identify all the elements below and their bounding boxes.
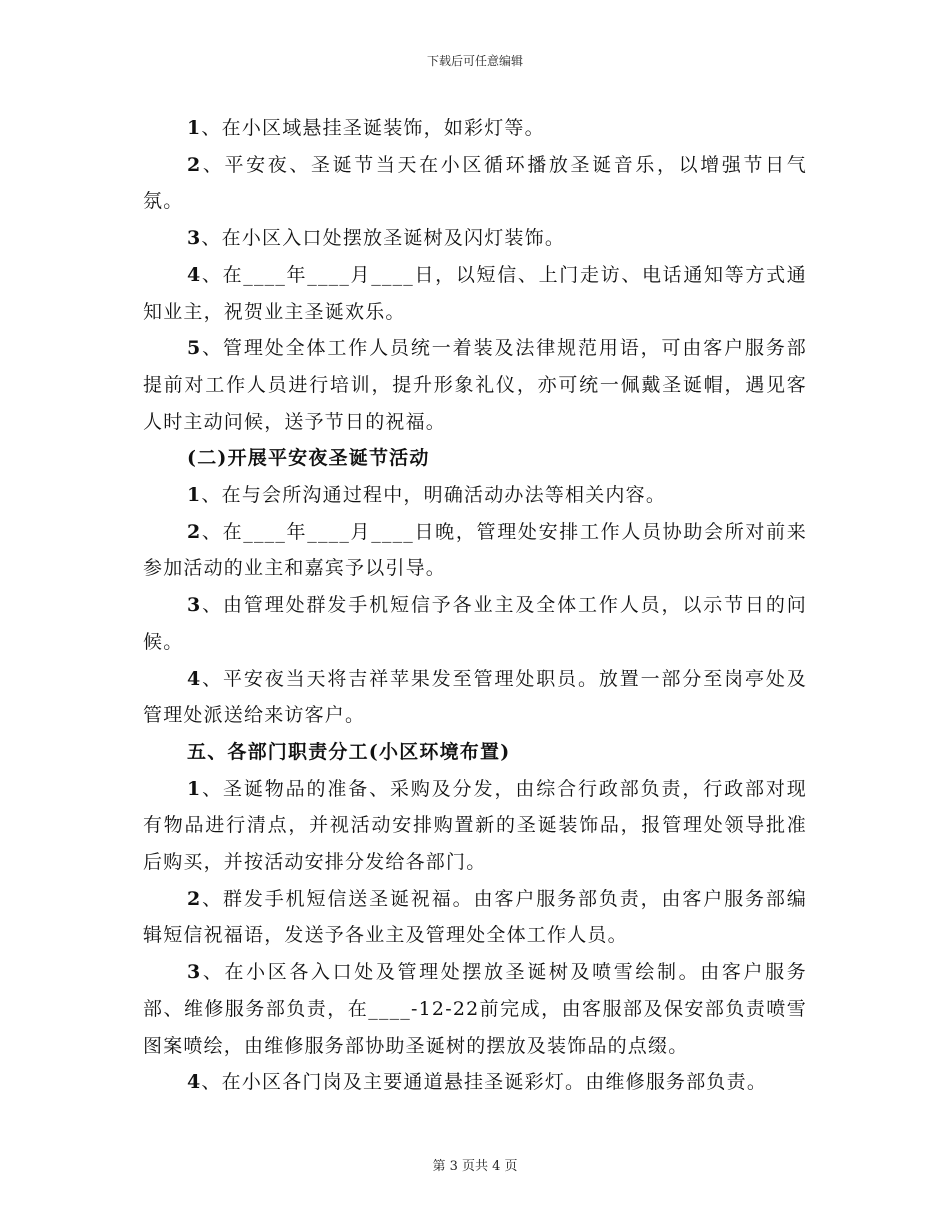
item-number: 4 xyxy=(187,263,202,286)
item-text: 、在与会所沟通过程中，明确活动办法等相关内容。 xyxy=(201,484,667,507)
section-heading: 五、各部门职责分工(小区环境布置) xyxy=(187,740,511,763)
item-number: 3 xyxy=(187,227,202,250)
list-item xyxy=(143,514,807,587)
item-text: 、圣诞物品的准备、采购及分发，由综合行政部负责，行政部对现有物品进行清点，并视活动安排购置新的圣诞装饰品，报管理处领导批准后购买，并按活动安排分发给各部门。 xyxy=(143,777,807,874)
item-text: 、在小区入口处摆放圣诞树及闪灯装饰。 xyxy=(201,227,566,250)
list-item xyxy=(143,954,807,1064)
item-number: 1 xyxy=(187,117,202,139)
list-item xyxy=(143,661,807,734)
item-number: 5 xyxy=(187,337,202,360)
item-text: 、群发手机短信送圣诞祝福。由客户服务部负责，由客户服务部编辑短信祝福语，发送予各业主及管理处全体工作人员。 xyxy=(143,887,807,947)
item-number: 4 xyxy=(187,667,202,690)
item-number: 3 xyxy=(187,594,202,617)
item-text: 、在____年____月____日晚，管理处安排工作人员协助会所对前来参加活动的业主和嘉宾予以引导。 xyxy=(143,520,807,580)
item-text: 、平安夜当天将吉祥苹果发至管理处职员。放置一部分至岗亭处及管理处派送给来访客户。 xyxy=(143,667,807,727)
item-number: 1 xyxy=(187,484,202,507)
page-header: 下载后可任意编辑 xyxy=(426,54,523,68)
item-text: 、在小区各入口处及管理处摆放圣诞树及喷雪绘制。由客户服务部、维修服务部负责，在____-12-22前完成，由客服部及保安部负责喷雪图案喷绘，由维修服务部协助圣诞树的摆放及装饰品的点缀。 xyxy=(143,961,807,1057)
item-text: 、由管理处群发手机短信予各业主及全体工作人员，以示节日的问候。 xyxy=(143,594,807,653)
list-item xyxy=(143,330,807,440)
list-item xyxy=(143,257,807,330)
item-text: 、平安夜、圣诞节当天在小区循环播放圣诞音乐，以增强节日气氛。 xyxy=(143,153,807,213)
item-number: 2 xyxy=(187,153,202,176)
item-text: 、在____年____月____日，以短信、上门走访、电话通知等方式通知业主，祝贺业主圣诞欢乐。 xyxy=(143,263,807,323)
list-item xyxy=(143,587,807,660)
page-footer: 第 3 页共 4 页 xyxy=(432,1159,518,1174)
item-text: 、在小区域悬挂圣诞装饰，如彩灯等。 xyxy=(201,117,545,139)
list-item xyxy=(143,1064,807,1101)
item-number: 2 xyxy=(187,520,202,543)
document-body xyxy=(143,110,807,1101)
list-item xyxy=(143,477,807,514)
section-heading: (二)开展平安夜圣诞节活动 xyxy=(187,447,430,470)
item-number: 4 xyxy=(187,1071,202,1094)
list-item xyxy=(143,147,807,220)
item-number: 2 xyxy=(187,887,202,910)
list-item xyxy=(143,110,807,147)
list-item xyxy=(143,771,807,881)
item-text: 、在小区各门岗及主要通道悬挂圣诞彩灯。由维修服务部负责。 xyxy=(201,1071,768,1094)
list-item xyxy=(143,881,807,954)
item-number: 3 xyxy=(187,961,202,984)
list-item xyxy=(143,220,807,257)
item-number: 1 xyxy=(187,777,202,800)
item-text: 、管理处全体工作人员统一着装及法律规范用语，可由客户服务部提前对工作人员进行培训，提升形象礼仪，亦可统一佩戴圣诞帽，遇见客人时主动问候，送予节日的祝福。 xyxy=(143,337,807,433)
